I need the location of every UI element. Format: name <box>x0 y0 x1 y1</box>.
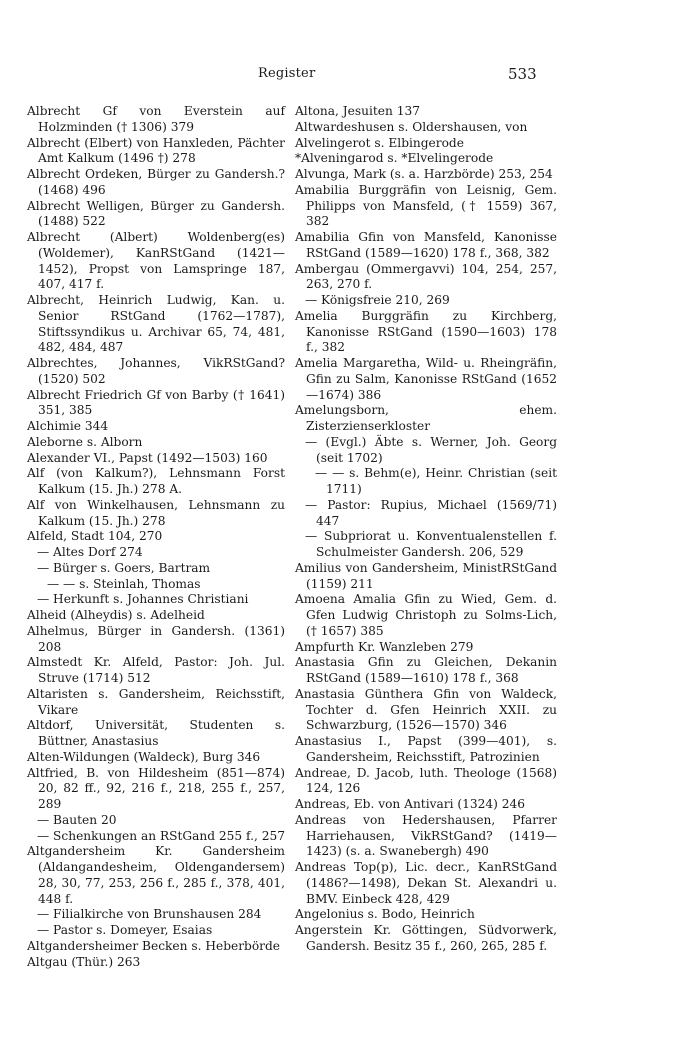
index-entry: Alhelmus, Bürger in Gandersh. (1361) 208 <box>27 623 285 654</box>
index-entry: Albrecht Welligen, Bürger zu Gandersh. (1488) 522 <box>27 198 285 229</box>
index-entry: — Königsfreie 210, 269 <box>305 293 450 307</box>
index-entry: Alvunga, Mark (s. a. Harzbörde) 253, 254 <box>295 167 553 181</box>
index-entry: — Filialkirche von Brunshausen 284 <box>37 907 262 922</box>
index-entry: Alheid (Alheydis) s. Adelheid <box>27 608 205 622</box>
index-entry: Amelungsborn, ehem. Zisterzienserkloster <box>295 403 557 433</box>
index-entry: Amabilia Burggräfin von Leisnig, Gem. Philipps von Mansfeld, († 1559) 367, 382 <box>295 182 557 229</box>
index-entry: Altgau (Thür.) 263 <box>27 954 141 969</box>
index-entry: Anastasius I., Papst (399—401), s. Gandersheim, Reichsstift, Patrozinien <box>295 734 557 764</box>
index-entry: Albrecht Gf von Everstein auf Holzminden († 1306) 379 <box>27 104 285 134</box>
index-entry: Altdorf, Universität, Studenten s. Büttner, Anastasius <box>27 718 285 748</box>
index-entry: — Pastor s. Domeyer, Esaias <box>37 923 213 937</box>
index-entry: Almstedt Kr. Alfeld, Pastor: Joh. Jul. Struve (1714) 512 <box>27 655 285 685</box>
index-entry: Altwardeshusen s. Oldershausen, von <box>295 119 528 134</box>
index-entry: Alchimie 344 <box>27 419 109 433</box>
index-entry: *Alveningarod s. *Elvelingerode <box>295 151 494 166</box>
index-entry: Anastasia Günthera Gfin von Waldeck, Tochter d. Gfen Heinrich XXII. zu Schwarzburg, (1526—1570) 346 <box>295 686 557 733</box>
index-entry: Albrecht Friedrich Gf von Barby († 1641) 351, 385 <box>27 387 285 418</box>
index-column-right <box>295 104 557 955</box>
index-entry: Andreas Top(p), Lic. decr., KanRStGand (1486?—1498), Dekan St. Alexandri u. BMV. Einbeck 428, 429 <box>295 860 557 906</box>
index-entry: — Altes Dorf 274 <box>37 545 143 559</box>
index-entry: Albrecht Ordeken, Bürger zu Gandersh.? (1468) 496 <box>27 167 285 197</box>
index-entry: Altona, Jesuiten 137 <box>295 104 420 118</box>
index-entry: — Pastor: Rupius, Michael (1569/71) 447 <box>305 497 557 528</box>
index-entry: Altgandersheimer Becken s. Heberbörde <box>27 938 281 953</box>
index-entry: Albrecht, Heinrich Ludwig, Kan. u. Senior RStGand (1762—1787), Stiftssyndikus u. Archivar 65, 74, 481, 482, 484, 487 <box>27 293 285 355</box>
page-number: 533 <box>508 65 537 83</box>
page-header <box>0 66 700 88</box>
index-entry: Angelonius s. Bodo, Heinrich <box>295 907 475 922</box>
index-entry: Albrecht (Elbert) von Hanxleden, Pächter Amt Kalkum (1496 †) 278 <box>27 135 285 166</box>
index-entry: Andreae, D. Jacob, luth. Theologe (1568) 124, 126 <box>295 765 557 796</box>
index-entry: Ampfurth Kr. Wanzleben 279 <box>295 639 474 654</box>
index-entry: Altaristen s. Gandersheim, Reichsstift, Vikare <box>27 686 285 717</box>
index-column-left <box>27 104 285 970</box>
index-entry: Alexander VI., Papst (1492—1503) 160 <box>27 450 268 465</box>
index-entry: Aleborne s. Alborn <box>27 434 143 449</box>
index-entry: — (Evgl.) Äbte s. Werner, Joh. Georg (seit 1702) <box>305 434 557 465</box>
index-entry: Amelia Margaretha, Wild- u. Rheingräfin, Gfin zu Salm, Kanonisse RStGand (1652—1674) 386 <box>295 356 557 402</box>
index-entry: Altfried, B. von Hildesheim (851—874) 20, 82 ff., 92, 216 f., 218, 255 f., 257, 289 <box>27 765 285 811</box>
index-entry: Alten-Wildungen (Waldeck), Burg 346 <box>27 749 261 764</box>
index-entry: Alf von Winkelhausen, Lehnsmann zu Kalkum (15. Jh.) 278 <box>27 497 285 528</box>
index-entry: Ambergau (Ommergavvi) 104, 254, 257, 263, 270 f. <box>295 261 557 292</box>
index-entry: — Schenkungen an RStGand 255 f., 257 <box>37 828 286 843</box>
index-entry: Amelia Burggräfin zu Kirchberg, Kanonisse RStGand (1590—1603) 178 f., 382 <box>295 308 557 355</box>
index-entry: Altgandersheim Kr. Gandersheim (Aldangandesheim, Oldengandersem) 28, 30, 77, 253, 256 f., 285 f., 378, 401, 448 f. <box>27 844 285 906</box>
index-entry: Andreas, Eb. von Antivari (1324) 246 <box>295 797 526 811</box>
index-entry: — Subpriorat u. Konventualenstellen f. Schulmeister Gandersh. 206, 529 <box>305 529 557 559</box>
index-entry: Amoena Amalia Gfin zu Wied, Gem. d. Gfen Ludwig Christoph zu Solms-Lich, († 1657) 385 <box>295 592 557 638</box>
index-entry: Albrechtes, Johannes, VikRStGand? (1520) 502 <box>27 356 285 386</box>
index-entry: Alvelingerot s. Elbingerode <box>295 135 464 150</box>
index-entry: — Bauten 20 <box>37 812 117 827</box>
index-entry: Alfeld, Stadt 104, 270 <box>27 529 163 544</box>
index-entry: Albrecht (Albert) Woldenberg(es) (Woldemer), KanRStGand (1421—1452), Propst von Lamspringe 187, 407, 417 f. <box>27 230 285 292</box>
index-entry: Amilius von Gandersheim, MinistRStGand (1159) 211 <box>295 560 557 591</box>
index-entry: Angerstein Kr. Göttingen, Südvorwerk, Gandersh. Besitz 35 f., 260, 265, 285 f. <box>295 923 557 953</box>
index-entry: Anastasia Gfin zu Gleichen, Dekanin RStGand (1589—1610) 178 f., 368 <box>295 655 557 685</box>
index-entry: Amabilia Gfin von Mansfeld, Kanonisse RStGand (1589—1620) 178 f., 368, 382 <box>295 230 557 260</box>
index-entry: — Herkunft s. Johannes Christiani <box>37 592 249 607</box>
index-entry: Andreas von Hedershausen, Pfarrer Harriehausen, VikRStGand? (1419—1423) (s. a. Swanebergh) 490 <box>295 812 557 859</box>
index-entry: Alf (von Kalkum?), Lehnsmann Forst Kalkum (15. Jh.) 278 A. <box>27 466 285 496</box>
index-entry: — — s. Steinlah, Thomas <box>47 576 201 591</box>
running-title: Register <box>258 66 316 81</box>
index-entry: — — s. Behm(e), Heinr. Christian (seit 1711) <box>315 466 557 496</box>
index-entry: — Bürger s. Goers, Bartram <box>37 560 211 575</box>
